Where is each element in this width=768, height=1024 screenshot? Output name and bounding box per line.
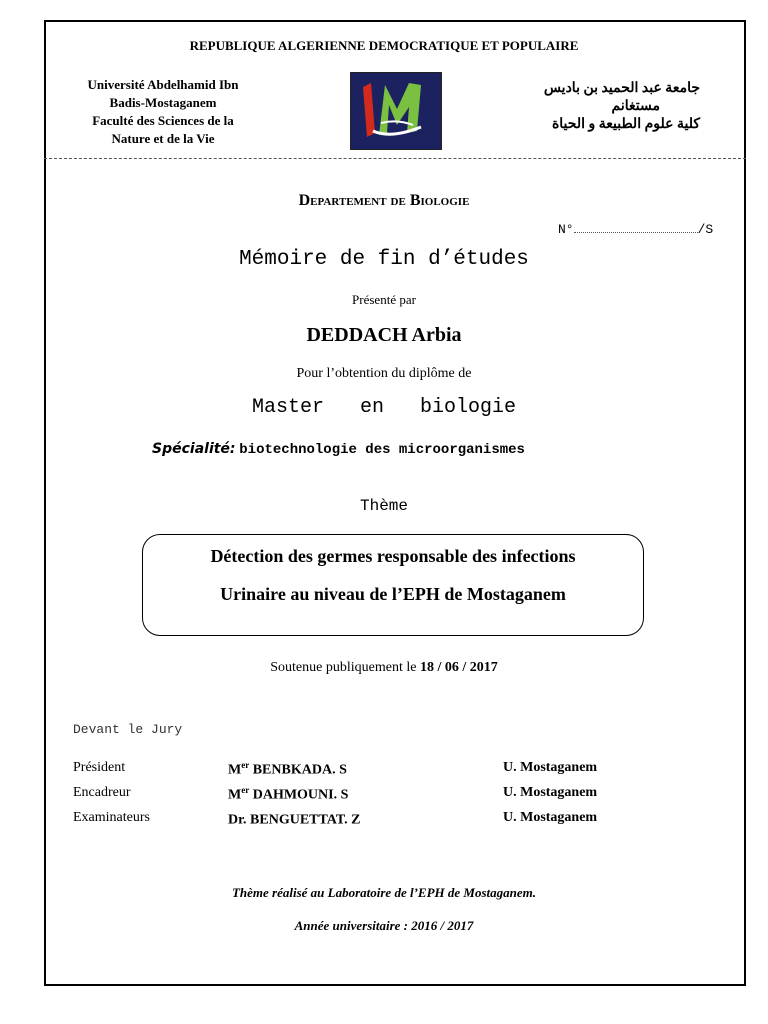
university-fr-line-4: Nature et de la Vie bbox=[111, 131, 215, 146]
specialite-line bbox=[152, 441, 525, 458]
university-fr-line-2: Badis-Mostaganem bbox=[109, 95, 217, 110]
university-ar-line-1: جامعة عبد الحميد بن باديس bbox=[543, 81, 700, 96]
jury-institution: U. Mostaganem bbox=[503, 785, 598, 800]
university-ar-line-2: مستغانم bbox=[611, 99, 660, 114]
university-fr-line-1: Université Abdelhamid Ibn bbox=[87, 77, 239, 92]
university-name-ar bbox=[480, 80, 700, 134]
jury-role: Examinateurs bbox=[73, 810, 150, 825]
jury-name: Dr. BENGUETTAT. Z bbox=[228, 812, 361, 828]
specialite-label: Spécialité: bbox=[152, 441, 236, 457]
jury-institution: U. Mostaganem bbox=[503, 810, 598, 825]
jury-role: Encadreur bbox=[73, 785, 131, 800]
jury-role: Président bbox=[73, 760, 126, 775]
theme-box bbox=[142, 534, 644, 636]
document-number bbox=[558, 222, 713, 237]
author-name: DEDDACH Arbia bbox=[306, 324, 462, 346]
jury-row-encadreur bbox=[73, 785, 673, 805]
theme-line-1: Détection des germes responsable des infections bbox=[210, 546, 576, 566]
jury-name: Mer DAHMOUNI. S bbox=[228, 785, 349, 803]
degree-title: Master en biologie bbox=[251, 396, 517, 419]
jury-institution: U. Mostaganem bbox=[503, 760, 598, 775]
specialite-value: biotechnologie des microorganismes bbox=[239, 442, 525, 458]
defense-date bbox=[0, 660, 768, 676]
jury-row-president bbox=[73, 760, 673, 780]
university-name-fr bbox=[58, 76, 268, 148]
university-logo-icon bbox=[351, 73, 441, 149]
numero-suffix: /S bbox=[697, 222, 714, 237]
theme-label: Thème bbox=[359, 497, 408, 515]
university-logo bbox=[350, 72, 442, 150]
jury-label: Devant le Jury bbox=[73, 722, 183, 737]
obtention-text: Pour l’obtention du diplôme de bbox=[296, 366, 472, 381]
academic-year: Année universitaire : 2016 / 2017 bbox=[294, 918, 474, 933]
presented-by: Présenté par bbox=[352, 292, 416, 307]
department-label: Departement de Biologie bbox=[298, 192, 470, 209]
republic-heading: REPUBLIQUE ALGERIENNE DEMOCRATIQUE ET POPULAIRE bbox=[189, 38, 579, 53]
lab-note: Thème réalisé au Laboratoire de l’EPH de Mostaganem. bbox=[231, 885, 537, 900]
header-divider bbox=[44, 158, 746, 159]
jury-name: Mer BENBKADA. S bbox=[228, 760, 347, 778]
university-fr-line-3: Faculté des Sciences de la bbox=[92, 113, 234, 128]
numero-prefix: N° bbox=[558, 222, 574, 237]
numero-dotted-blank bbox=[574, 222, 698, 233]
jury-row-examinateurs bbox=[73, 810, 673, 830]
defense-text: Soutenue publiquement le bbox=[270, 660, 420, 675]
university-ar-line-3: كلية علوم الطبيعة و الحياة bbox=[551, 117, 700, 132]
memoire-title: Mémoire de fin d’études bbox=[239, 248, 529, 271]
defense-date-value: 18 / 06 / 2017 bbox=[419, 660, 498, 675]
department-heading bbox=[0, 192, 768, 210]
theme-line-2: Urinaire au niveau de l’EPH de Mostaganem bbox=[220, 584, 566, 604]
